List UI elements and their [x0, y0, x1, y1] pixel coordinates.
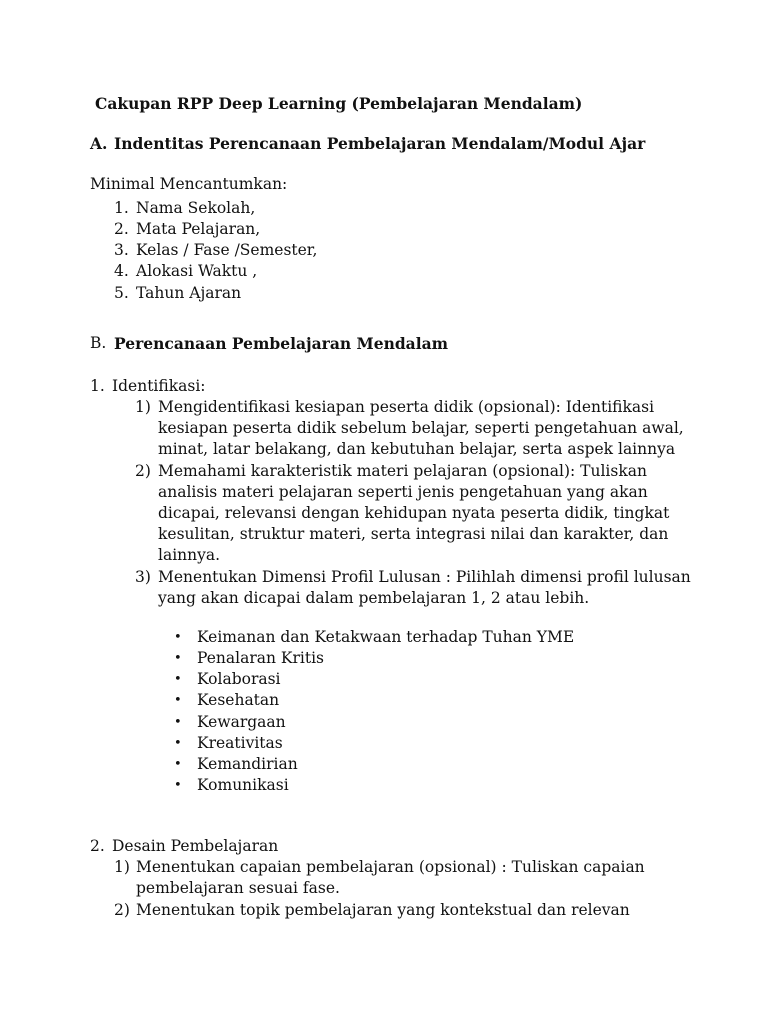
list-item-number: 3. [114, 241, 129, 259]
list-item-text: Tahun Ajaran [136, 284, 242, 302]
dimension-item: Penalaran Kritis [197, 649, 324, 667]
bullet-icon: • [174, 778, 182, 793]
sub-item-number: 3) [135, 568, 151, 586]
sub-item-number: 1) [114, 858, 130, 876]
bullet-icon: • [174, 651, 182, 666]
list-item-text: Kelas / Fase /Semester, [136, 241, 318, 259]
dimension-item: Komunikasi [197, 776, 289, 794]
sub-item-line: Memahami karakteristik materi pelajaran (opsional): Tuliskan [158, 462, 647, 480]
list-item-number: 1. [114, 199, 129, 217]
section-b-marker: B. [90, 334, 107, 352]
sub-item-number: 1) [135, 398, 151, 416]
list-item-number: 4. [114, 262, 129, 280]
dimension-item: Kewargaan [197, 713, 286, 731]
section-b-title: Perencanaan Pembelajaran Mendalam [114, 334, 449, 353]
sub-item-line: lainnya. [158, 546, 221, 564]
sub-item-line: pembelajaran sesuai fase. [136, 879, 340, 897]
sub-item-number: 2) [135, 462, 151, 480]
sub-item-line: yang akan dicapai dalam pembelajaran 1, 2 atau lebih. [158, 589, 590, 607]
part-1-title: Identifikasi: [112, 377, 206, 395]
dimension-item: Kesehatan [197, 691, 280, 709]
part-1-number: 1. [90, 377, 105, 395]
bullet-icon: • [174, 630, 182, 645]
list-item-number: 5. [114, 284, 129, 302]
dimension-item: Keimanan dan Ketakwaan terhadap Tuhan YME [197, 628, 575, 646]
list-item-text: Nama Sekolah, [136, 199, 256, 217]
list-item-text: Mata Pelajaran, [136, 220, 261, 238]
sub-item-line: Menentukan topik pembelajaran yang kontekstual dan relevan [136, 901, 630, 919]
sub-item-line: Menentukan capaian pembelajaran (opsional) : Tuliskan capaian [136, 858, 645, 876]
part-2-number: 2. [90, 837, 105, 855]
section-a-intro: Minimal Mencantumkan: [90, 175, 288, 193]
sub-item-line: dicapai, relevansi dengan kehidupan nyata peserta didik, tingkat [158, 504, 670, 522]
dimension-item: Kolaborasi [197, 670, 281, 688]
sub-item-line: kesiapan peserta didik sebelum belajar, seperti pengetahuan awal, [158, 419, 684, 437]
sub-item-line: kesulitan, struktur materi, serta integrasi nilai dan karakter, dan [158, 525, 669, 543]
dimension-item: Kreativitas [197, 734, 283, 752]
sub-item-line: analisis materi pelajaran seperti jenis pengetahuan yang akan [158, 483, 648, 501]
document-title: Cakupan RPP Deep Learning (Pembelajaran Mendalam) [95, 94, 583, 113]
bullet-icon: • [174, 757, 182, 772]
list-item-number: 2. [114, 220, 129, 238]
sub-item-number: 2) [114, 901, 130, 919]
list-item-text: Alokasi Waktu , [136, 262, 258, 280]
bullet-icon: • [174, 736, 182, 751]
section-a-title: Indentitas Perencanaan Pembelajaran Mendalam/Modul Ajar [114, 134, 646, 153]
sub-item-line: minat, latar belakang, dan kebutuhan belajar, serta aspek lainnya [158, 440, 676, 458]
bullet-icon: • [174, 715, 182, 730]
dimension-item: Kemandirian [197, 755, 298, 773]
sub-item-line: Menentukan Dimensi Profil Lulusan : Pilihlah dimensi profil lulusan [158, 568, 691, 586]
sub-item-line: Mengidentifikasi kesiapan peserta didik (opsional): Identifikasi [158, 398, 655, 416]
bullet-icon: • [174, 693, 182, 708]
section-a-marker: A. [90, 134, 108, 153]
part-2-title: Desain Pembelajaran [112, 837, 279, 855]
bullet-icon: • [174, 672, 182, 687]
